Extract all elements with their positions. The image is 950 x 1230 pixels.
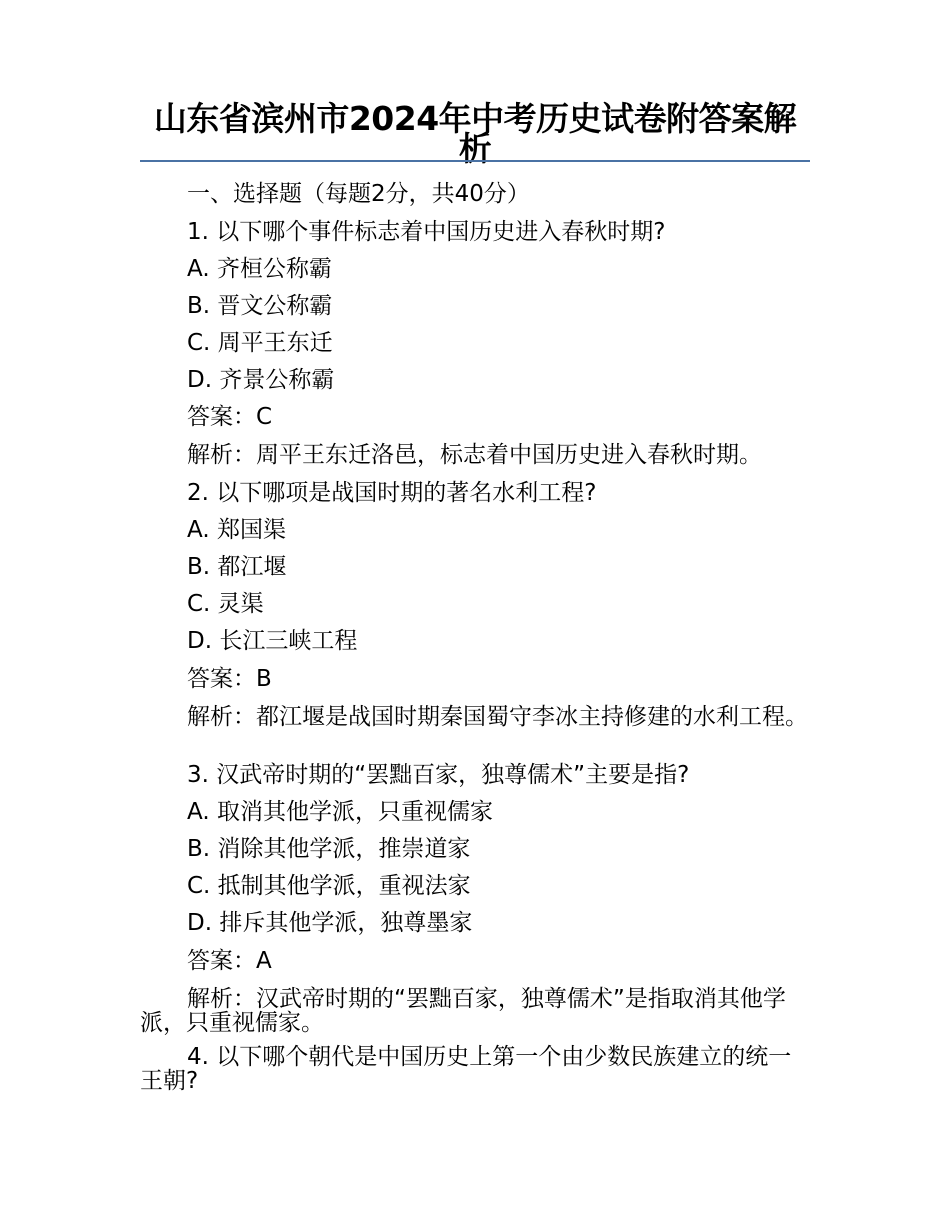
question-1-option-a: A. 齐桓公称霸 — [187, 256, 332, 282]
question-2-option-d: D. 长江三峡工程 — [187, 628, 358, 654]
question-2-option-c: C. 灵渠 — [187, 591, 264, 617]
question-1-stem: 1. 以下哪个事件标志着中国历史进入春秋时期? — [187, 219, 666, 245]
question-2-stem: 2. 以下哪项是战国时期的著名水利工程? — [187, 480, 597, 506]
question-4-stem: 4. 以下哪个朝代是中国历史上第一个由少数民族建立的统一王朝? — [140, 1044, 792, 1094]
question-2-answer: 答案：B — [187, 666, 272, 692]
question-3-option-d: D. 排斥其他学派，独尊墨家 — [187, 910, 473, 936]
document-title: 山东省滨州市2024年中考历史试卷附答案解析 — [153, 99, 797, 168]
question-3-option-a: A. 取消其他学派，只重视儒家 — [187, 799, 493, 825]
question-3-analysis: 解析：汉武帝时期的“罢黜百家，独尊儒术”是指取消其他学派，只重视儒家。 — [140, 986, 786, 1036]
question-1-option-d: D. 齐景公称霸 — [187, 367, 335, 393]
question-1-option-c: C. 周平王东迁 — [187, 330, 333, 356]
question-3-option-c: C. 抵制其他学派，重视法家 — [187, 873, 471, 899]
question-2-option-a: A. 郑国渠 — [187, 517, 286, 543]
question-3-option-b: B. 消除其他学派，推崇道家 — [187, 836, 471, 862]
question-1-answer: 答案：C — [187, 404, 273, 430]
question-3-stem: 3. 汉武帝时期的“罢黜百家，独尊儒术”主要是指? — [187, 762, 690, 788]
title-underline — [140, 160, 810, 162]
question-2-option-b: B. 都江堰 — [187, 554, 287, 580]
section-heading: 一、选择题（每题2分，共40分） — [187, 181, 530, 207]
question-1-option-b: B. 晋文公称霸 — [187, 293, 333, 319]
question-3-answer: 答案：A — [187, 948, 272, 974]
question-1-analysis: 解析：周平王东迁洛邑，标志着中国历史进入春秋时期。 — [187, 442, 762, 468]
question-2-analysis: 解析：都江堰是战国时期秦国蜀守李冰主持修建的水利工程。 — [187, 704, 808, 730]
